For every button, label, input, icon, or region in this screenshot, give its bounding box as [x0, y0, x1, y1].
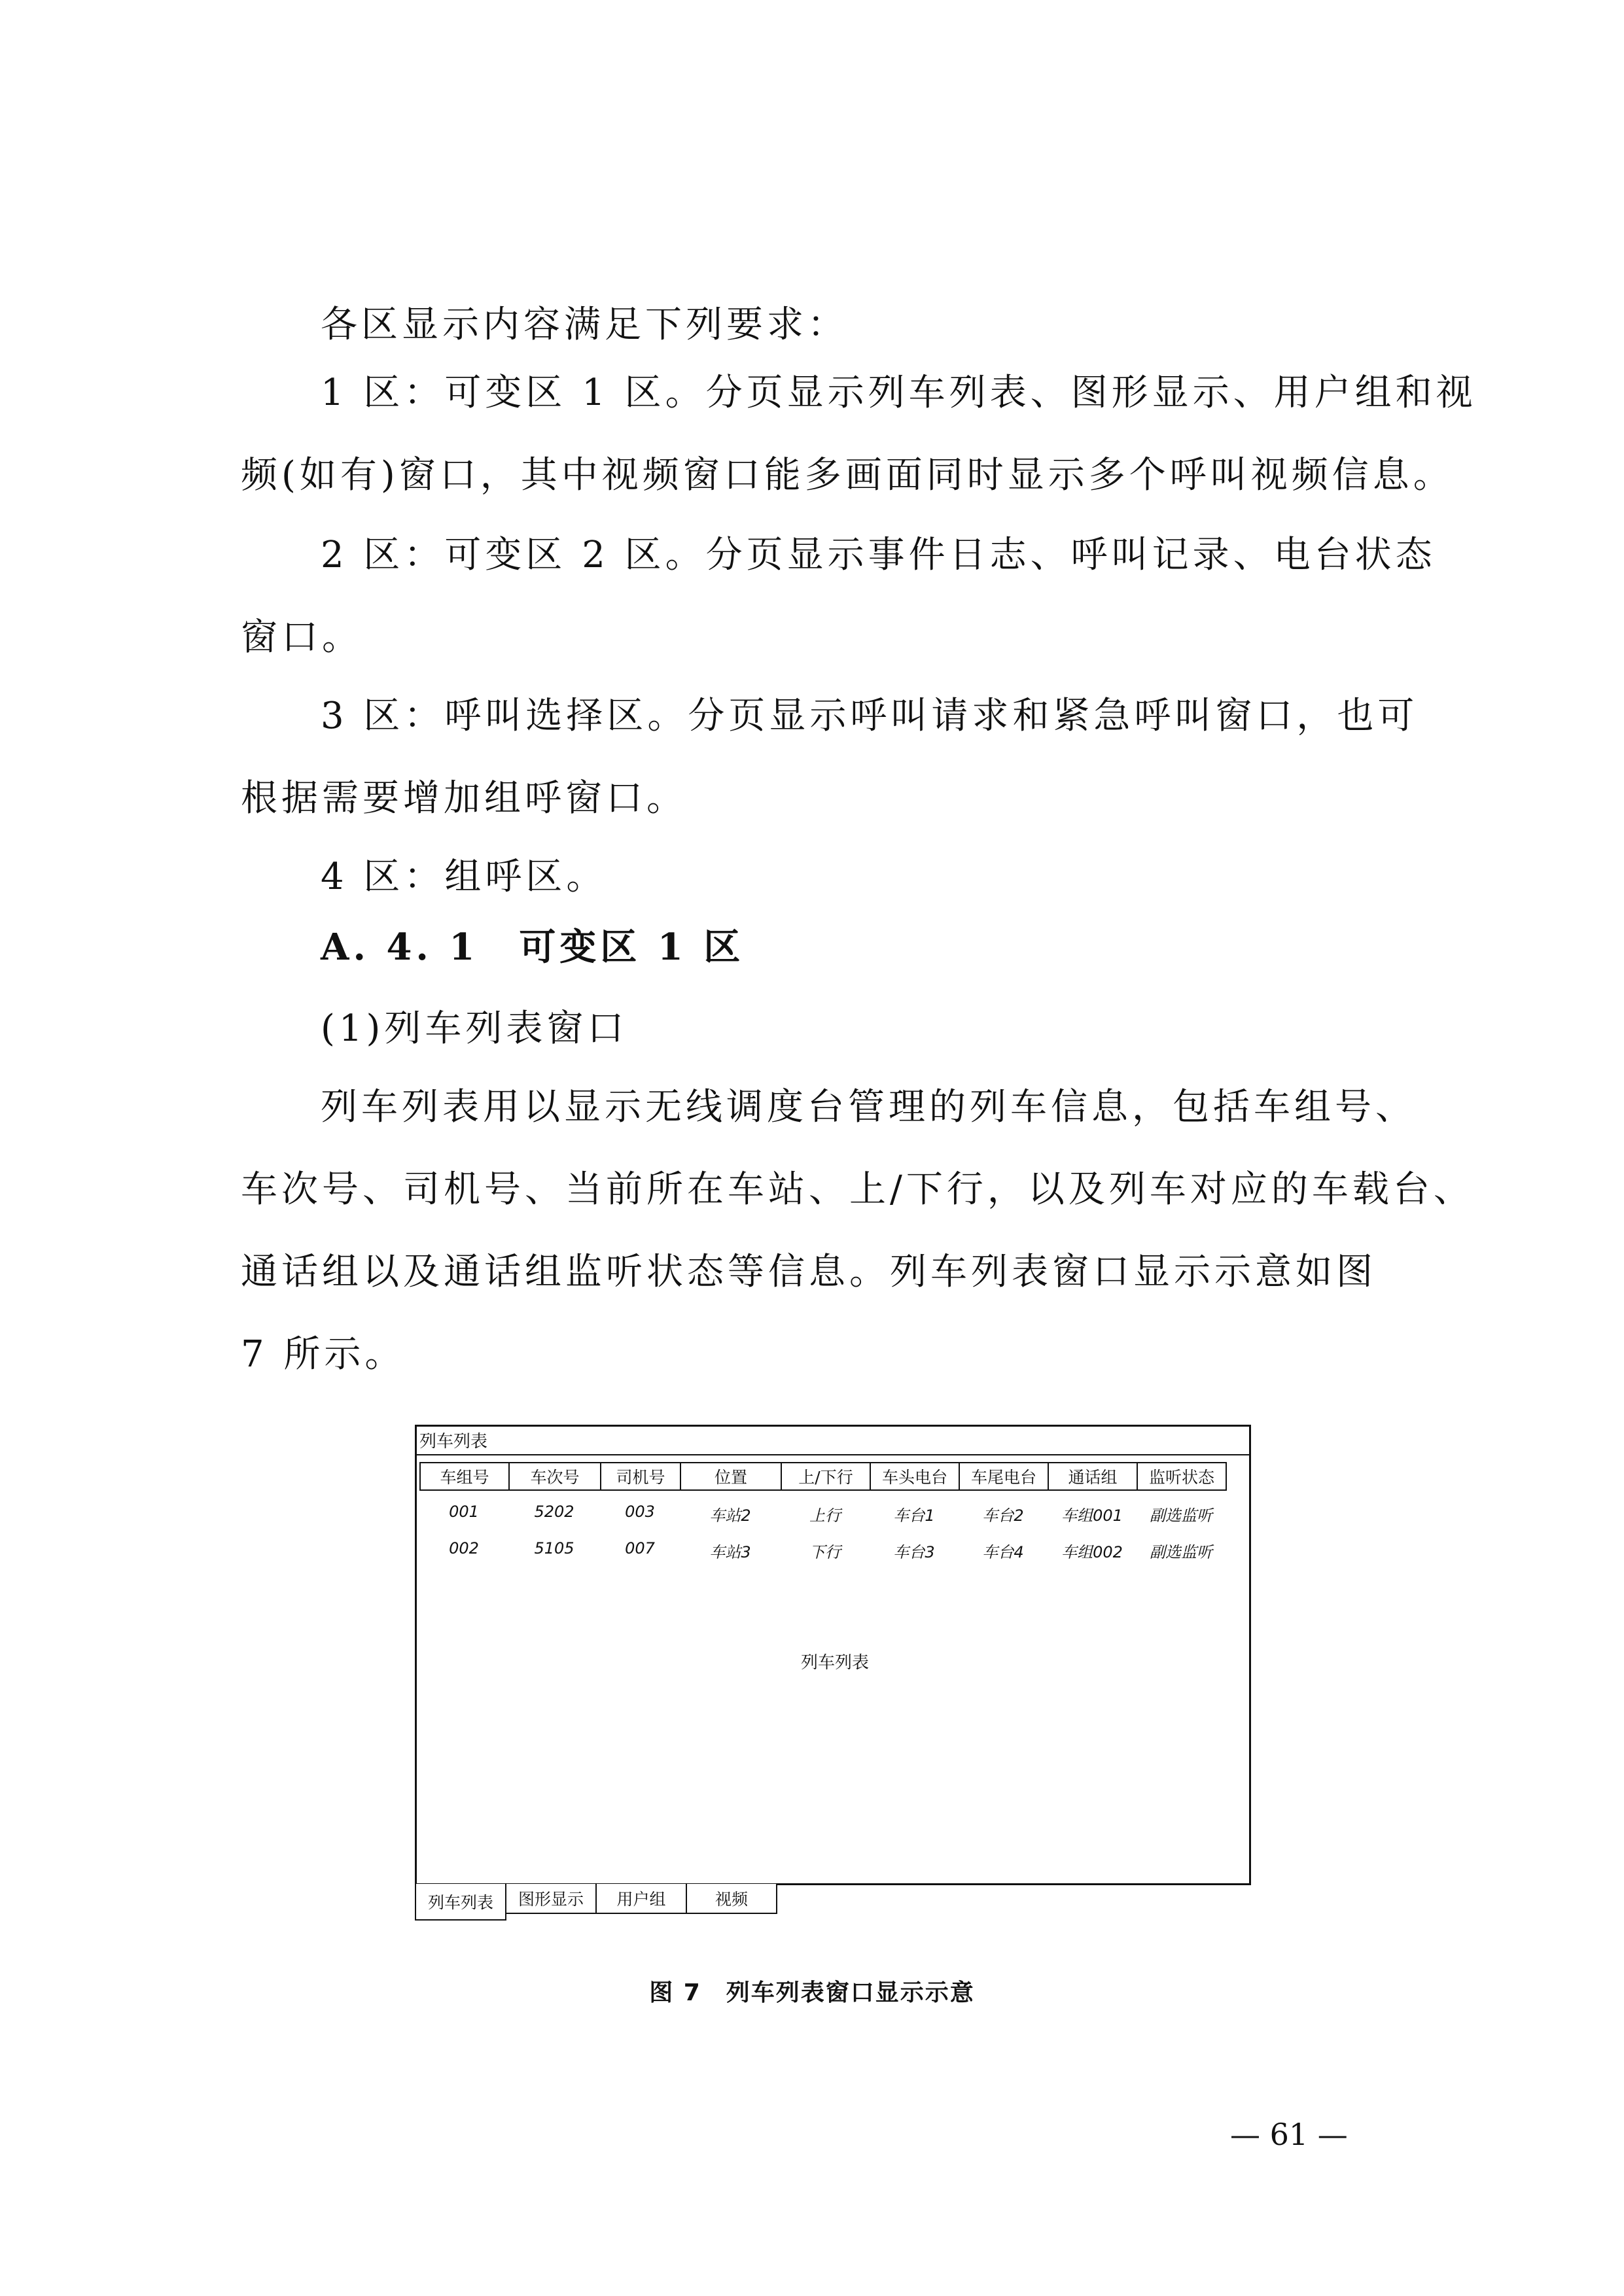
text-line: 车次号、司机号、当前所在车站、上/下行，以及列车对应的车载台、 — [241, 1168, 1474, 1211]
table-row[interactable] — [419, 1539, 1226, 1562]
text-line: 通话组以及通话组监听状态等信息。列车列表窗口显示示意如图 — [241, 1251, 1377, 1293]
window-title: 列车列表 — [419, 1432, 488, 1452]
center-placeholder-label: 列车列表 — [800, 1653, 869, 1673]
cell-head-radio: 车台3 — [893, 1543, 935, 1561]
text-line: 列车列表用以显示无线调度台管理的列车信息，包括车组号、 — [321, 1086, 1416, 1128]
cell-tail-radio: 车台4 — [982, 1543, 1024, 1561]
text-line: 频(如有)窗口，其中视频窗口能多画面同时显示多个呼叫视频信息。 — [241, 454, 1454, 496]
cell-car-group: 002 — [449, 1539, 479, 1557]
cell-monitor-status: 副选监听 — [1150, 1543, 1212, 1561]
text-line: 7 所示。 — [241, 1333, 406, 1376]
cell-location: 车站3 — [709, 1543, 751, 1561]
page-number: — 61 — — [1230, 2117, 1348, 2152]
column-header-location[interactable]: 位置 — [680, 1462, 782, 1491]
cell-talk-group: 车组001 — [1061, 1506, 1123, 1525]
cell-train-number: 5105 — [534, 1539, 574, 1557]
text-line: 2 区：可变区 2 区。分页显示事件日志、呼叫记录、电台状态 — [321, 534, 1436, 576]
text-line: 窗口。 — [241, 616, 362, 659]
title-divider — [417, 1454, 1249, 1455]
cell-talk-group: 车组002 — [1061, 1543, 1123, 1561]
paragraph-zone-4 — [241, 836, 1511, 918]
column-header-monitor-status[interactable]: 监听状态 — [1137, 1462, 1227, 1491]
cell-car-group: 001 — [449, 1503, 479, 1521]
column-header-talk-group[interactable]: 通话组 — [1048, 1462, 1138, 1491]
paragraph-zone-1 — [241, 352, 1477, 517]
text-line: 各区显示内容满足下列要求： — [321, 304, 848, 346]
table-row[interactable] — [419, 1503, 1226, 1525]
column-header-tail-radio[interactable]: 车尾电台 — [959, 1462, 1049, 1491]
cell-monitor-status: 副选监听 — [1150, 1506, 1212, 1525]
column-header-train-number[interactable]: 车次号 — [508, 1462, 601, 1491]
paragraph-description — [241, 1066, 1474, 1396]
column-header-head-radio[interactable]: 车头电台 — [870, 1462, 960, 1491]
tab-train-list[interactable]: 列车列表 — [415, 1884, 506, 1921]
cell-driver-number: 003 — [625, 1503, 655, 1521]
text-line: 根据需要增加组呼窗口。 — [241, 777, 687, 820]
tab-graphic-display[interactable]: 图形显示 — [505, 1884, 597, 1914]
text-line: 4 区：组呼区。 — [321, 856, 607, 898]
paragraph-zone-2 — [241, 514, 1436, 679]
section-heading: A. 4. 1 可变区 1 区 — [321, 926, 745, 969]
tab-user-group[interactable]: 用户组 — [595, 1884, 687, 1914]
cell-direction: 上行 — [809, 1506, 841, 1525]
tab-video[interactable]: 视频 — [686, 1884, 777, 1914]
figure-caption: 图 7 列车列表窗口显示示意 — [649, 1979, 975, 2006]
table-header-row — [419, 1462, 1226, 1492]
cell-direction: 下行 — [809, 1543, 841, 1561]
train-list-window — [415, 1425, 1251, 1885]
cell-driver-number: 007 — [625, 1539, 655, 1557]
tab-bar — [415, 1884, 776, 1915]
paragraph-zone-3 — [241, 675, 1432, 840]
text-line: 3 区：呼叫选择区。分页显示呼叫请求和紧急呼叫窗口，也可 — [321, 695, 1419, 737]
train-list-figure — [415, 1425, 1255, 1922]
column-header-direction[interactable]: 上/下行 — [781, 1462, 871, 1491]
cell-tail-radio: 车台2 — [982, 1506, 1024, 1525]
sub-heading: (1)列车列表窗口 — [321, 1007, 628, 1050]
text-line: 1 区：可变区 1 区。分页显示列车列表、图形显示、用户组和视 — [321, 372, 1477, 414]
cell-location: 车站2 — [709, 1506, 751, 1525]
cell-head-radio: 车台1 — [893, 1506, 935, 1525]
column-header-car-group[interactable]: 车组号 — [419, 1462, 510, 1491]
cell-train-number: 5202 — [534, 1503, 574, 1521]
column-header-driver-number[interactable]: 司机号 — [600, 1462, 681, 1491]
